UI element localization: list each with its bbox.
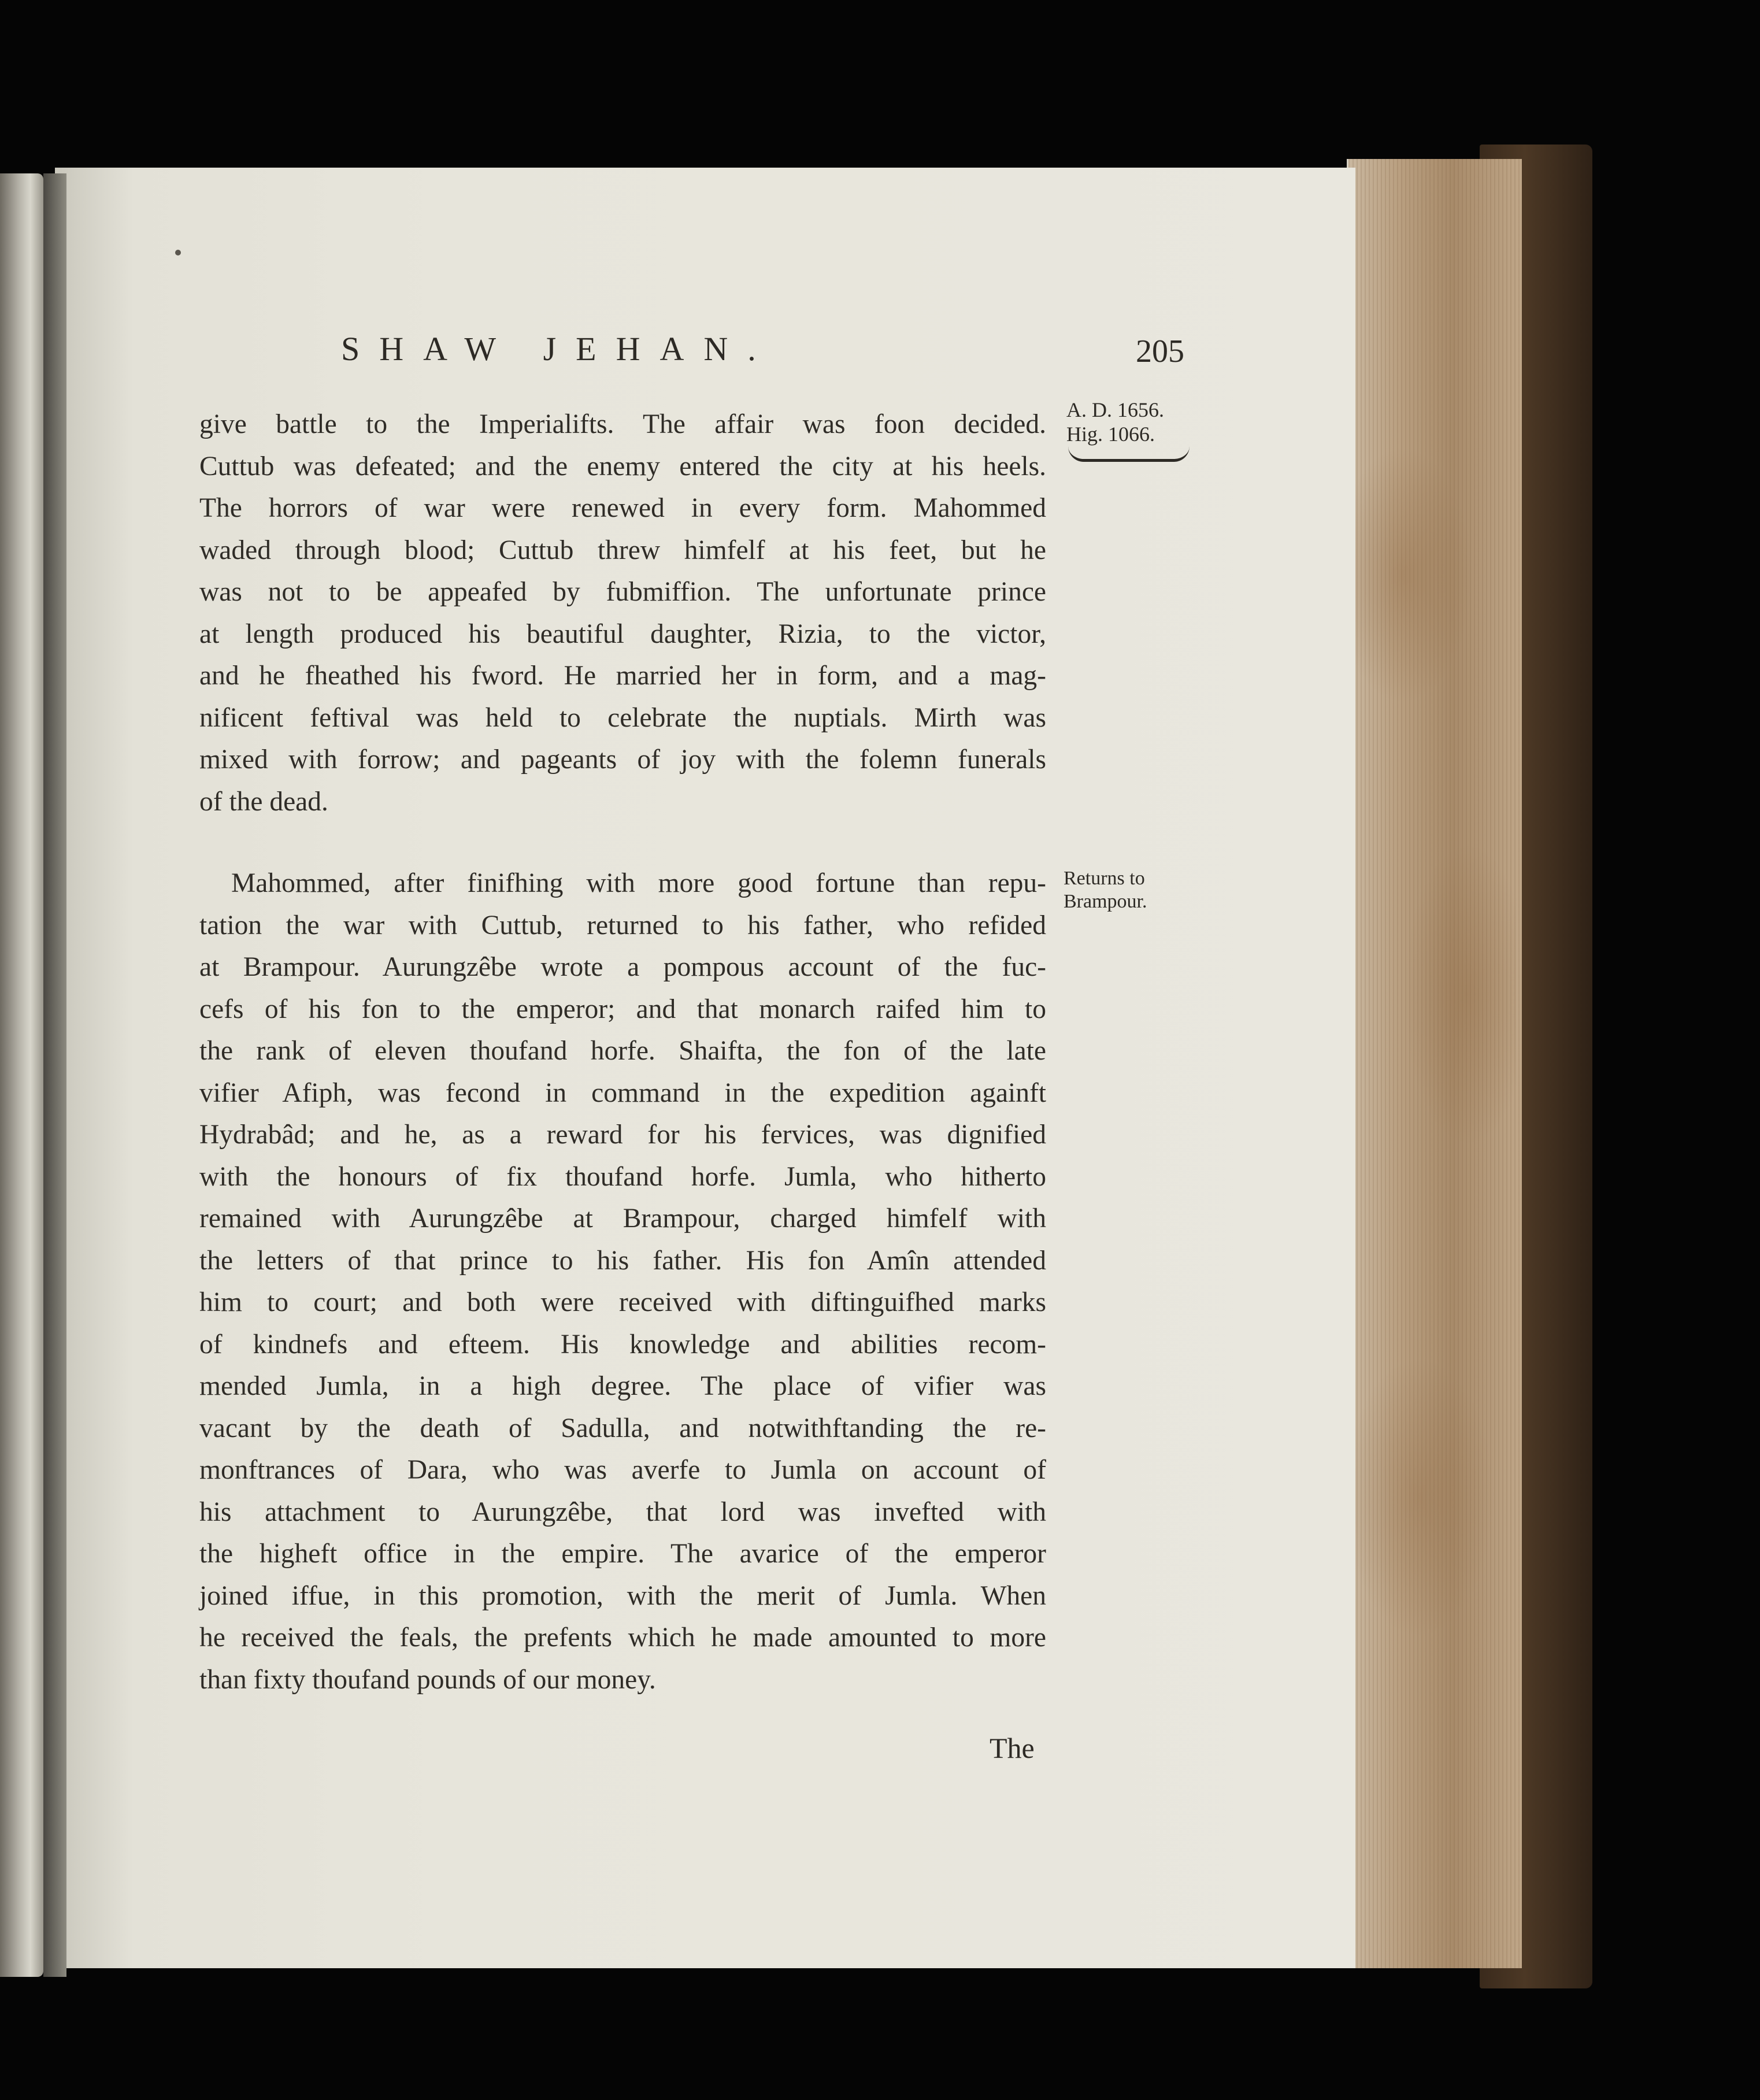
- text-line: The horrors of war were renewed in every form. Mahommed: [199, 493, 1046, 523]
- margin-date-ad: A. D. 1656.: [1066, 398, 1164, 421]
- text-line: was not to be appeafed by fubmiffion. The unfortunate prince: [199, 577, 1046, 607]
- text-line: than fixty thoufand pounds of our money.: [199, 1664, 656, 1695]
- margin-brace: [1068, 446, 1190, 462]
- text-line: him to court; and both were received with diftinguifhed marks: [199, 1287, 1046, 1317]
- text-line: with the honours of fix thoufand horfe. Jumla, who hitherto: [199, 1161, 1046, 1192]
- margin-returns-line-2: Brampour.: [1064, 891, 1147, 912]
- text-line: remained with Aurungzêbe at Brampour, charged himfelf with: [199, 1203, 1046, 1234]
- margin-returns-line-1: Returns to: [1064, 868, 1145, 889]
- text-line: vacant by the death of Sadulla, and notwithftanding the re-: [199, 1413, 1046, 1443]
- text-line: joined iffue, in this promotion, with the merit of Jumla. When: [199, 1580, 1046, 1611]
- text-line: nificent feftival was held to celebrate the nuptials. Mirth was: [199, 702, 1046, 733]
- text-line: the higheft office in the empire. The avarice of the emperor: [199, 1539, 1046, 1569]
- page-number: 205: [1136, 334, 1184, 369]
- text-line: and he fheathed his fword. He married her in form, and a mag-: [199, 661, 1046, 691]
- page-block-edges: [1347, 159, 1522, 1968]
- text-line: his attachment to Aurungzêbe, that lord was invefted with: [199, 1497, 1046, 1527]
- text-line: vifier Afiph, was fecond in command in the expedition againft: [199, 1077, 1046, 1108]
- text-line: mixed with forrow; and pageants of joy with the folemn funerals: [199, 745, 1046, 775]
- gutter-shadow: [43, 173, 66, 1977]
- margin-date-hijri: Hig. 1066.: [1066, 423, 1155, 446]
- text-line: tation the war with Cuttub, returned to his father, who refided: [199, 910, 1046, 940]
- paragraph-1: [199, 403, 1046, 823]
- text-line: monftrances of Dara, who was averfe to Jumla on account of: [199, 1455, 1046, 1485]
- text-line: Hydrabâd; and he, as a reward for his fervices, was dignified: [199, 1120, 1046, 1150]
- text-line: of kindnefs and efteem. His knowledge and abilities recom-: [199, 1329, 1046, 1360]
- text-line: the letters of that prince to his father. His fon Amîn attended: [199, 1245, 1046, 1276]
- text-line: at Brampour. Aurungzêbe wrote a pompous account of the fuc-: [199, 952, 1046, 982]
- text-line: the rank of eleven thoufand horfe. Shaifta, the fon of the late: [199, 1036, 1046, 1066]
- text-line: Mahommed, after finifhing with more good fortune than repu-: [231, 868, 1046, 898]
- text-line: he received the feals, the prefents which he made amounted to more: [199, 1623, 1046, 1653]
- margin-date-note: [1066, 398, 1164, 446]
- text-line: give battle to the Imperialifts. The affair was foon decided.: [199, 409, 1046, 439]
- text-line: of the dead.: [199, 786, 328, 817]
- facing-page-edge: [0, 173, 43, 1977]
- running-title: SHAW JEHAN.: [341, 330, 776, 368]
- text-line: at length produced his beautiful daughter, Rizia, to the victor,: [199, 618, 1046, 649]
- text-line: mended Jumla, in a high degree. The place of vifier was: [199, 1371, 1046, 1401]
- text-line: cefs of his fon to the emperor; and that monarch raifed him to: [199, 994, 1046, 1024]
- ink-speck: [175, 250, 181, 255]
- text-line: waded through blood; Cuttub threw himfelf at his feet, but he: [199, 535, 1046, 565]
- margin-returns-note: [1064, 867, 1147, 913]
- paragraph-2: [199, 862, 1046, 1701]
- text-line: Cuttub was defeated; and the enemy entered the city at his heels.: [199, 451, 1046, 482]
- catchword: The: [990, 1732, 1035, 1764]
